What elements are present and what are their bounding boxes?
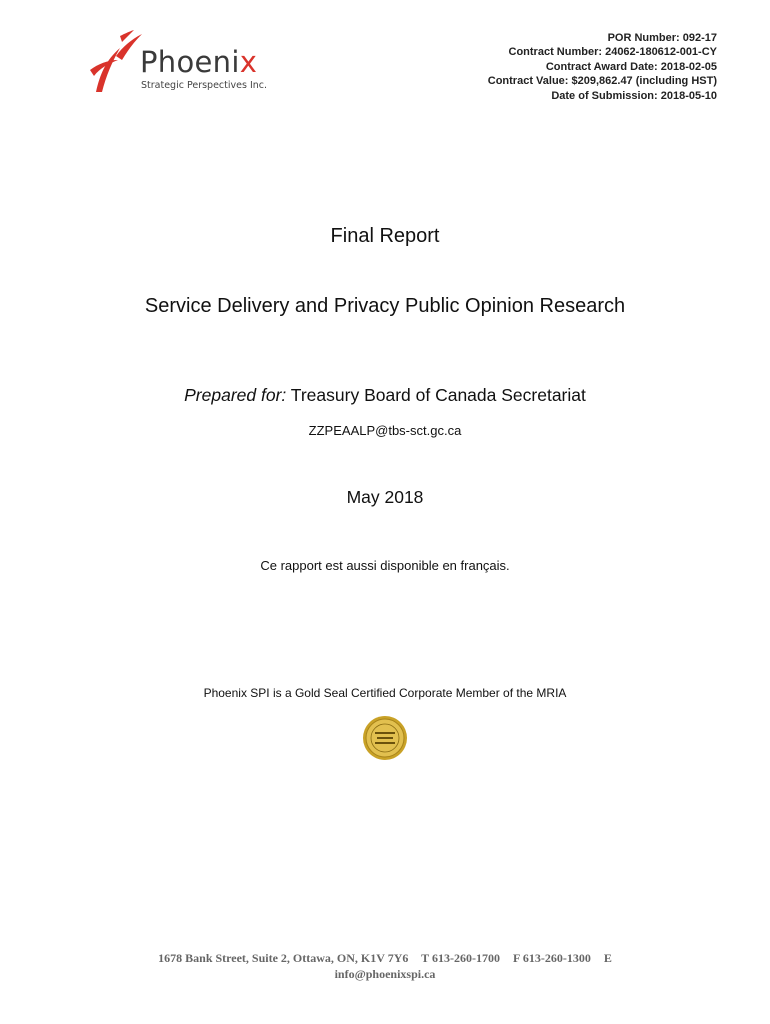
prepared-for-label: Prepared for: [184, 385, 287, 405]
page-footer [0, 950, 770, 982]
footer-email-label: E [603, 951, 612, 965]
french-availability-note: Ce rapport est aussi disponible en français. [260, 558, 510, 573]
contract-award-date: Contract Award Date: 2018-02-05 [545, 60, 717, 73]
page-title: Final Report [330, 225, 440, 247]
contract-details [488, 31, 717, 103]
report-subtitle: Service Delivery and Privacy Public Opinion Research [144, 295, 626, 317]
footer-phone: T 613-260-1700 [421, 951, 500, 965]
logo-tagline: Strategic Perspectives Inc. [141, 80, 268, 91]
por-number: POR Number: 092-17 [607, 32, 717, 44]
contract-number: Contract Number: 24062-180612-001-CY [508, 46, 717, 59]
logo-wordmark-accent: x [239, 45, 258, 79]
gold-seal-icon [362, 715, 408, 761]
footer-address: 1678 Bank Street, Suite 2, Ottawa, ON, K1V 7Y6 [158, 951, 409, 965]
report-date: May 2018 [346, 487, 424, 507]
prepared-for-org: Treasury Board of Canada Secretariat [286, 385, 586, 405]
phoenix-bird-icon [86, 26, 146, 96]
footer-email: info@phoenixspi.ca [334, 967, 436, 981]
phoenix-logo [86, 26, 276, 96]
client-email: ZZPEAALP@tbs-sct.gc.ca [308, 423, 462, 438]
logo-wordmark [140, 45, 258, 79]
mria-membership-statement: Phoenix SPI is a Gold Seal Certified Corporate Member of the MRIA [203, 686, 567, 700]
submission-date: Date of Submission: 2018-05-10 [551, 89, 717, 102]
contract-value: Contract Value: $209,862.47 (including HST) [487, 75, 717, 88]
footer-fax: F 613-260-1300 [512, 951, 591, 965]
logo-wordmark-main: Phoeni [140, 45, 240, 79]
prepared-for [0, 385, 770, 406]
